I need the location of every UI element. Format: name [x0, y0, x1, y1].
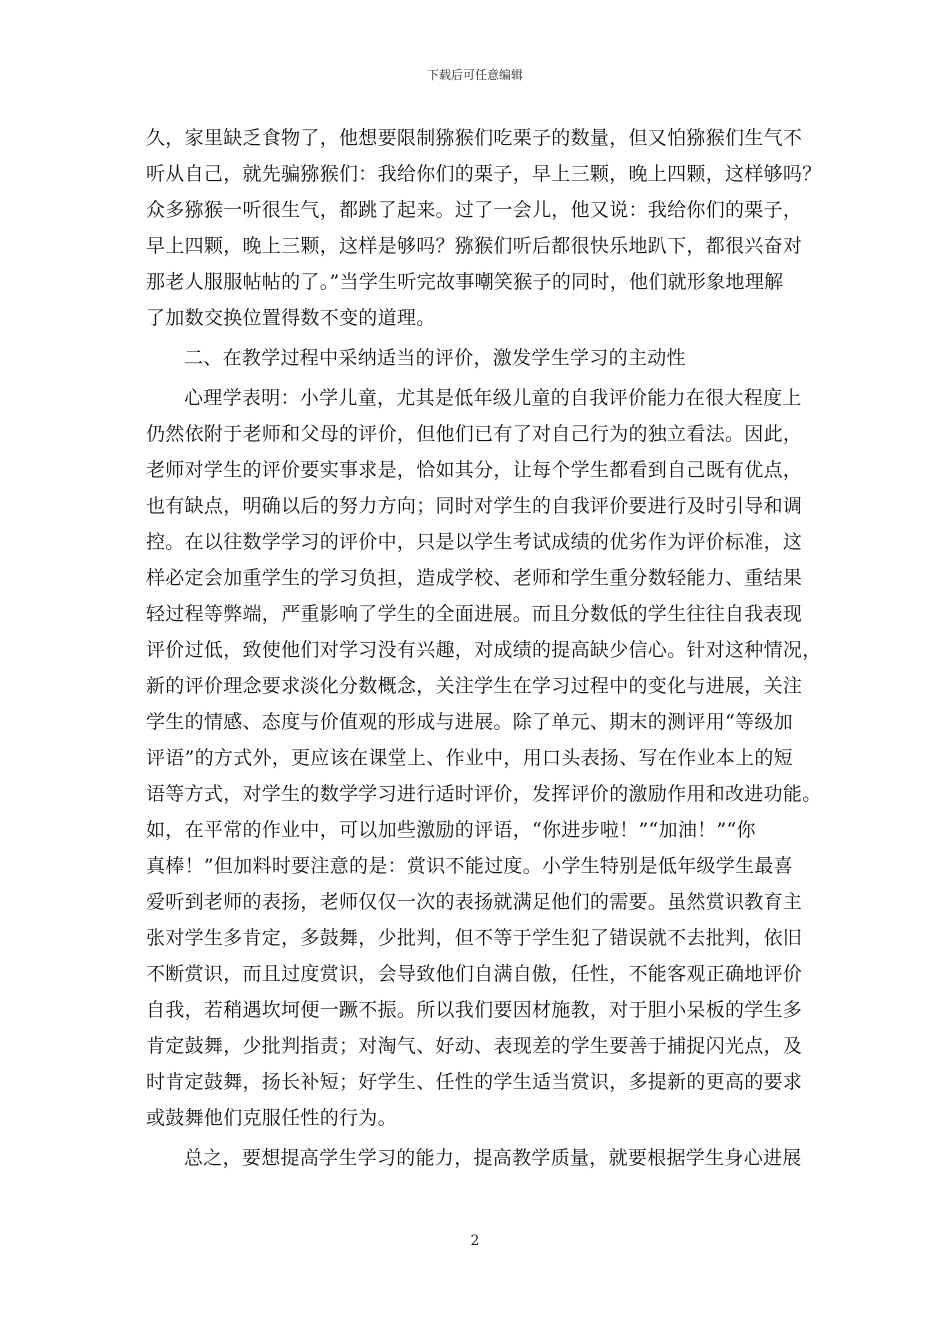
text-line: 自我，若稍遇坎坷便一蹶不振。所以我们要因材施教，对于胆小呆板的学生多 [146, 999, 803, 1021]
text-line: 张对学生多肯定，多鼓舞，少批判，但不等于学生犯了错误就不去批判，依旧 [146, 927, 803, 949]
text-line: 轻过程等弊端，严重影响了学生的全面进展。而且分数低的学生往往自我表现 [146, 603, 803, 625]
text-line: 那老人服服帖帖的了。”当学生听完故事嘲笑猴子的同时，他们就形象地理解 [146, 271, 784, 293]
text-line: 早上四颗，晚上三颗，这样是够吗？猕猴们听后都很快乐地趴下，都很兴奋对 [146, 235, 803, 257]
text-line: 众多猕猴一听很生气，都跳了起来。过了一会儿，他又说：我给你们的栗子， [146, 199, 803, 221]
page-number: 2 [470, 1233, 480, 1249]
text-line: 评价过低，致使他们对学习没有兴趣，对成绩的提高缺少信心。针对这种情况， [146, 639, 822, 661]
text-line: 评语”的方式外，更应该在课堂上、作业中，用口头表扬、写在作业本上的短 [146, 747, 793, 769]
text-line: 不断赏识，而且过度赏识，会导致他们自满自傲，任性，不能客观正确地评价 [146, 963, 803, 985]
text-line: 心理学表明：小学儿童，尤其是低年级儿童的自我评价能力在很大程度上 [184, 387, 802, 409]
text-line: 新的评价理念要求淡化分数概念，关注学生在学习过程中的变化与进展，关注 [146, 675, 803, 697]
text-line: 如，在平常的作业中，可以加些激励的评语，“你进步啦！”“加油！”“你 [146, 819, 756, 841]
text-line: 真棒！”但加料时要注意的是：赏识不能过度。小学生特别是低年级学生最喜 [146, 855, 793, 877]
section-heading: 二、在教学过程中采纳适当的评价，激发学生学习的主动性 [184, 347, 686, 369]
text-line: 时肯定鼓舞，扬长补短；好学生、任性的学生适当赏识，多提新的更高的要求 [146, 1071, 803, 1093]
text-line: 总之，要想提高学生学习的能力，提高教学质量，就要根据学生身心进展 [184, 1147, 802, 1169]
text-line: 了加数交换位置得数不变的道理。 [146, 307, 436, 329]
body-text [146, 120, 822, 1176]
text-line: 爱听到老师的表扬，老师仅仅一次的表扬就满足他们的需要。虽然赏识教育主 [146, 891, 803, 913]
text-line: 样必定会加重学生的学习负担，造成学校、老师和学生重分数轻能力、重结果 [146, 567, 803, 589]
text-line: 仍然依附于老师和父母的评价，但他们已有了对自己行为的独立看法。因此， [146, 423, 803, 445]
text-line: 久，家里缺乏食物了，他想要限制猕猴们吃栗子的数量，但又怕猕猴们生气不 [146, 127, 803, 149]
text-line: 听从自己，就先骗猕猴们：我给你们的栗子，早上三颗，晚上四颗，这样够吗？ [146, 163, 822, 185]
page-header: 下载后可任意编辑 [426, 68, 523, 82]
text-line: 语等方式，对学生的数学学习进行适时评价，发挥评价的激励作用和改进功能。 [146, 783, 822, 805]
text-line: 也有缺点，明确以后的努力方向；同时对学生的自我评价要进行及时引导和调 [146, 495, 803, 517]
text-line: 肯定鼓舞，少批判指责；对淘气、好动、表现差的学生要善于捕捉闪光点，及 [146, 1035, 803, 1057]
text-line: 学生的情感、态度与价值观的形成与进展。除了单元、期末的测评用“等级加 [146, 711, 793, 733]
text-line: 老师对学生的评价要实事求是，恰如其分，让每个学生都看到自己既有优点， [146, 459, 803, 481]
text-line: 控。在以往数学学习的评价中，只是以学生考试成绩的优劣作为评价标准，这 [146, 531, 803, 553]
text-line: 或鼓舞他们克服任性的行为。 [146, 1107, 397, 1129]
